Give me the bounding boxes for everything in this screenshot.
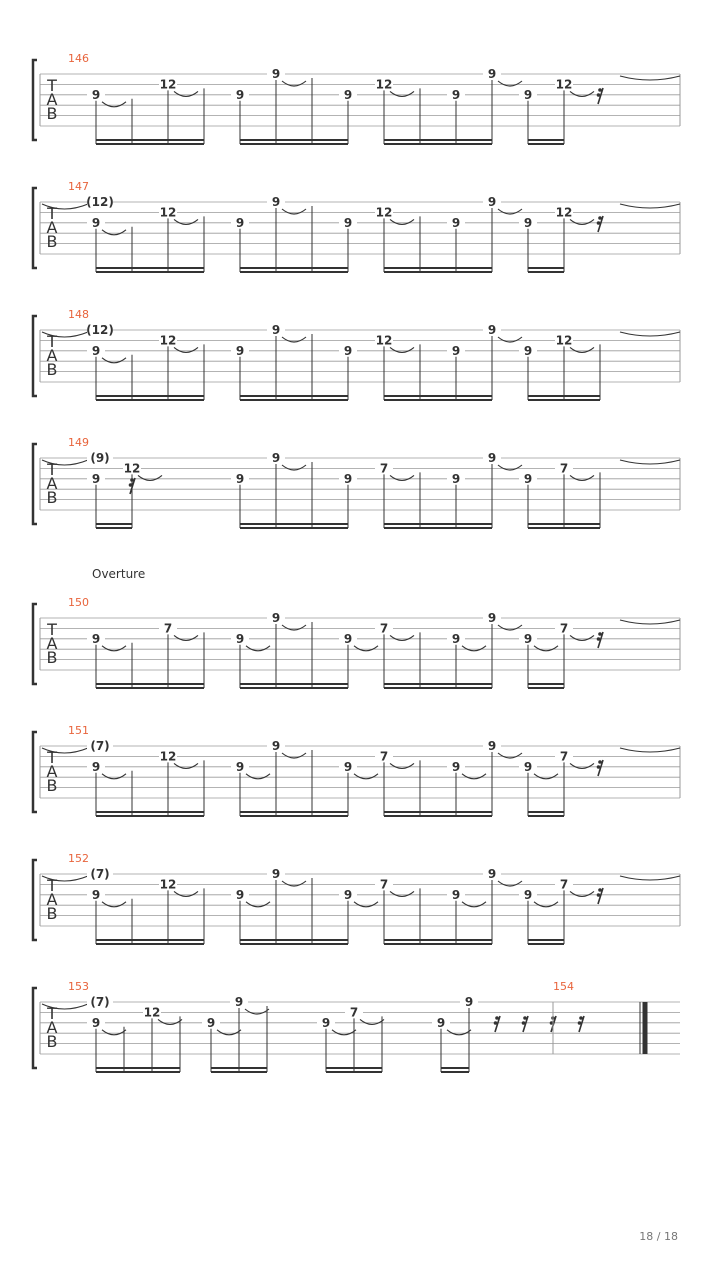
tie-arc: [498, 81, 522, 86]
tie-arc: [102, 774, 126, 779]
page-number: 18 / 18: [639, 1230, 678, 1243]
fret-number: 7: [379, 461, 389, 476]
tab-clef-letter: B: [46, 904, 58, 923]
fret-number: 9: [487, 867, 497, 881]
tab-clef-letter: T: [47, 620, 57, 639]
fret-number: 9: [235, 87, 245, 102]
tie-arc: [282, 465, 306, 470]
tie-arc: [498, 337, 522, 342]
system-bracket: [33, 988, 37, 1068]
fret-number: 9: [343, 343, 353, 358]
tie-arc: [462, 902, 486, 907]
fret-number: 9: [487, 67, 497, 81]
rest-icon: [598, 760, 602, 764]
fret-number: 9: [343, 631, 353, 646]
tie-arc: [390, 763, 414, 768]
tab-clef-letter: T: [47, 204, 57, 223]
fret-number: 7: [559, 749, 569, 764]
rest-icon: [578, 1021, 582, 1025]
fret-number: 9: [523, 887, 533, 902]
tie-arc: [534, 902, 558, 907]
bar-number: 154: [553, 980, 574, 993]
fret-number: 9: [451, 759, 461, 774]
tab-clef-letter: T: [47, 748, 57, 767]
fret-number: 9: [91, 471, 101, 486]
fret-number: 9: [523, 215, 533, 230]
fret-number: 9: [234, 995, 244, 1009]
tab-clef-letter: B: [46, 104, 58, 123]
tie-arc: [498, 465, 522, 470]
system-bracket: [33, 60, 37, 140]
fret-number: 7: [559, 877, 569, 892]
tie-arc: [570, 91, 594, 96]
rest-icon: [522, 1021, 526, 1025]
tie-arc: [498, 753, 522, 758]
tie-arc: [245, 1009, 269, 1014]
fret-number: 9: [206, 1015, 216, 1030]
tie-arc: [102, 102, 126, 107]
fret-number: 9: [523, 631, 533, 646]
tie-arc: [390, 219, 414, 224]
tab-clef-letter: B: [46, 360, 58, 379]
fret-number: 12: [159, 877, 177, 892]
tie-arc: [462, 646, 486, 651]
bar-number: 147: [68, 180, 89, 193]
tie-arc: [620, 876, 680, 880]
tie-arc: [102, 902, 126, 907]
fret-number: 9: [523, 471, 533, 486]
bar-number: 153: [68, 980, 89, 993]
fret-number: 9: [451, 87, 461, 102]
rest-icon: [523, 1016, 527, 1020]
fret-number: 7: [379, 621, 389, 636]
tie-arc: [390, 635, 414, 640]
fret-number: 9: [271, 451, 281, 465]
fret-number: 9: [271, 867, 281, 881]
fret-number: 12: [159, 333, 177, 348]
tie-arc: [570, 475, 594, 480]
tie-arc: [332, 1030, 356, 1035]
tie-arc: [174, 891, 198, 896]
fret-number: 9: [451, 471, 461, 486]
fret-number: 9: [343, 759, 353, 774]
tie-arc: [570, 219, 594, 224]
tie-arc: [620, 460, 680, 464]
fret-number: 9: [235, 471, 245, 486]
fret-number: 9: [91, 87, 101, 102]
rest-icon: [598, 888, 602, 892]
tie-arc: [390, 891, 414, 896]
tie-arc: [570, 347, 594, 352]
fret-number: 9: [235, 215, 245, 230]
tie-arc: [282, 753, 306, 758]
tie-arc: [102, 1030, 126, 1035]
fret-number: 9: [436, 1015, 446, 1030]
tied-fret-number: (7): [90, 867, 110, 881]
fret-number: 9: [343, 215, 353, 230]
tie-arc: [246, 774, 270, 779]
rest-icon: [598, 632, 602, 636]
tie-arc: [447, 1030, 471, 1035]
fret-number: 12: [375, 77, 393, 92]
tie-arc: [390, 347, 414, 352]
fret-number: 9: [487, 739, 497, 753]
rest-icon: [579, 1016, 583, 1020]
fret-number: 9: [91, 887, 101, 902]
tie-arc: [620, 620, 680, 624]
tie-arc: [246, 646, 270, 651]
fret-number: 9: [271, 739, 281, 753]
fret-number: 7: [559, 621, 569, 636]
fret-number: 9: [91, 759, 101, 774]
fret-number: 7: [163, 621, 173, 636]
rest-icon: [129, 483, 133, 487]
tie-arc: [620, 76, 680, 80]
rest-icon: [598, 88, 602, 92]
tab-clef-letter: A: [46, 634, 58, 653]
tie-arc: [354, 774, 378, 779]
tab-clef-letter: A: [46, 1018, 58, 1037]
fret-number: 7: [559, 461, 569, 476]
tie-arc: [102, 646, 126, 651]
fret-number: 12: [375, 205, 393, 220]
rest-icon: [597, 221, 601, 225]
bar-number: 148: [68, 308, 89, 321]
fret-number: 9: [235, 631, 245, 646]
tab-clef-letter: T: [47, 332, 57, 351]
fret-number: 12: [555, 205, 573, 220]
bar-number: 149: [68, 436, 89, 449]
fret-number: 9: [271, 323, 281, 337]
tied-fret-number: (12): [86, 195, 114, 209]
tab-clef-letter: B: [46, 648, 58, 667]
tie-arc: [174, 635, 198, 640]
tied-fret-number: (12): [86, 323, 114, 337]
fret-number: 9: [91, 215, 101, 230]
tie-arc: [282, 81, 306, 86]
fret-number: 9: [91, 1015, 101, 1030]
fret-number: 9: [271, 611, 281, 625]
fret-number: 9: [235, 343, 245, 358]
fret-number: 9: [523, 759, 533, 774]
rest-icon: [598, 216, 602, 220]
fret-number: 7: [349, 1005, 359, 1020]
system-bracket: [33, 188, 37, 268]
tie-arc: [174, 91, 198, 96]
tied-fret-number: (7): [90, 739, 110, 753]
tie-arc: [360, 1019, 384, 1024]
fret-number: 12: [143, 1005, 161, 1020]
tie-arc: [158, 1019, 182, 1024]
tab-clef-letter: T: [47, 460, 57, 479]
bar-number: 151: [68, 724, 89, 737]
tie-arc: [534, 774, 558, 779]
tie-arc: [102, 358, 126, 363]
tab-clef-letter: B: [46, 776, 58, 795]
section-label: Overture: [92, 567, 146, 581]
tied-fret-number: (9): [90, 451, 110, 465]
fret-number: 9: [343, 87, 353, 102]
tie-arc: [498, 881, 522, 886]
fret-number: 7: [379, 877, 389, 892]
fret-number: 9: [321, 1015, 331, 1030]
tab-clef-letter: A: [46, 890, 58, 909]
fret-number: 9: [523, 87, 533, 102]
tie-arc: [570, 763, 594, 768]
system-bracket: [33, 316, 37, 396]
tie-arc: [174, 763, 198, 768]
tab-clef-letter: B: [46, 1032, 58, 1051]
fret-number: 9: [487, 195, 497, 209]
tie-arc: [462, 774, 486, 779]
tied-fret-number: (7): [90, 995, 110, 1009]
tab-clef-letter: B: [46, 488, 58, 507]
tab-clef-letter: A: [46, 474, 58, 493]
rest-icon: [597, 637, 601, 641]
tie-arc: [620, 204, 680, 208]
fret-number: 7: [379, 749, 389, 764]
tie-arc: [390, 91, 414, 96]
fret-number: 9: [91, 343, 101, 358]
fret-number: 9: [464, 995, 474, 1009]
fret-number: 9: [487, 611, 497, 625]
fret-number: 12: [123, 461, 141, 476]
rest-icon: [597, 893, 601, 897]
fret-number: 12: [159, 77, 177, 92]
tab-clef-letter: T: [47, 876, 57, 895]
fret-number: 9: [451, 887, 461, 902]
bar-number: 150: [68, 596, 89, 609]
tie-arc: [390, 475, 414, 480]
fret-number: 12: [375, 333, 393, 348]
tab-clef-letter: A: [46, 90, 58, 109]
tie-arc: [570, 891, 594, 896]
bar-number: 152: [68, 852, 89, 865]
tie-arc: [282, 209, 306, 214]
tie-arc: [498, 625, 522, 630]
tab-clef-letter: A: [46, 218, 58, 237]
tie-arc: [570, 635, 594, 640]
fret-number: 12: [555, 77, 573, 92]
tab-clef-letter: T: [47, 76, 57, 95]
tie-arc: [217, 1030, 241, 1035]
tie-arc: [174, 347, 198, 352]
fret-number: 9: [487, 323, 497, 337]
fret-number: 9: [451, 343, 461, 358]
tie-arc: [354, 646, 378, 651]
tab-clef-letter: A: [46, 346, 58, 365]
fret-number: 9: [91, 631, 101, 646]
system-bracket: [33, 732, 37, 812]
fret-number: 9: [487, 451, 497, 465]
rest-icon: [495, 1016, 499, 1020]
tie-arc: [282, 881, 306, 886]
tab-clef-letter: T: [47, 1004, 57, 1023]
system-bracket: [33, 444, 37, 524]
tab-clef-letter: B: [46, 232, 58, 251]
fret-number: 9: [451, 631, 461, 646]
rest-icon: [597, 765, 601, 769]
fret-number: 9: [343, 887, 353, 902]
tab-clef-letter: A: [46, 762, 58, 781]
tie-arc: [282, 625, 306, 630]
bar-number: 146: [68, 52, 89, 65]
tie-arc: [246, 902, 270, 907]
fret-number: 9: [235, 887, 245, 902]
fret-number: 12: [159, 205, 177, 220]
tie-arc: [102, 230, 126, 235]
tie-arc: [282, 337, 306, 342]
system-bracket: [33, 604, 37, 684]
fret-number: 9: [451, 215, 461, 230]
tie-arc: [620, 332, 680, 336]
tie-arc: [498, 209, 522, 214]
tie-arc: [174, 219, 198, 224]
tie-arc: [138, 475, 162, 480]
fret-number: 9: [235, 759, 245, 774]
rest-icon: [494, 1021, 498, 1025]
fret-number: 12: [555, 333, 573, 348]
fret-number: 9: [343, 471, 353, 486]
fret-number: 9: [271, 67, 281, 81]
tie-arc: [620, 748, 680, 752]
system-bracket: [33, 860, 37, 940]
fret-number: 9: [271, 195, 281, 209]
fret-number: 12: [159, 749, 177, 764]
rest-icon: [130, 478, 134, 482]
tie-arc: [534, 646, 558, 651]
fret-number: 9: [523, 343, 533, 358]
tie-arc: [354, 902, 378, 907]
rest-icon: [597, 93, 601, 97]
